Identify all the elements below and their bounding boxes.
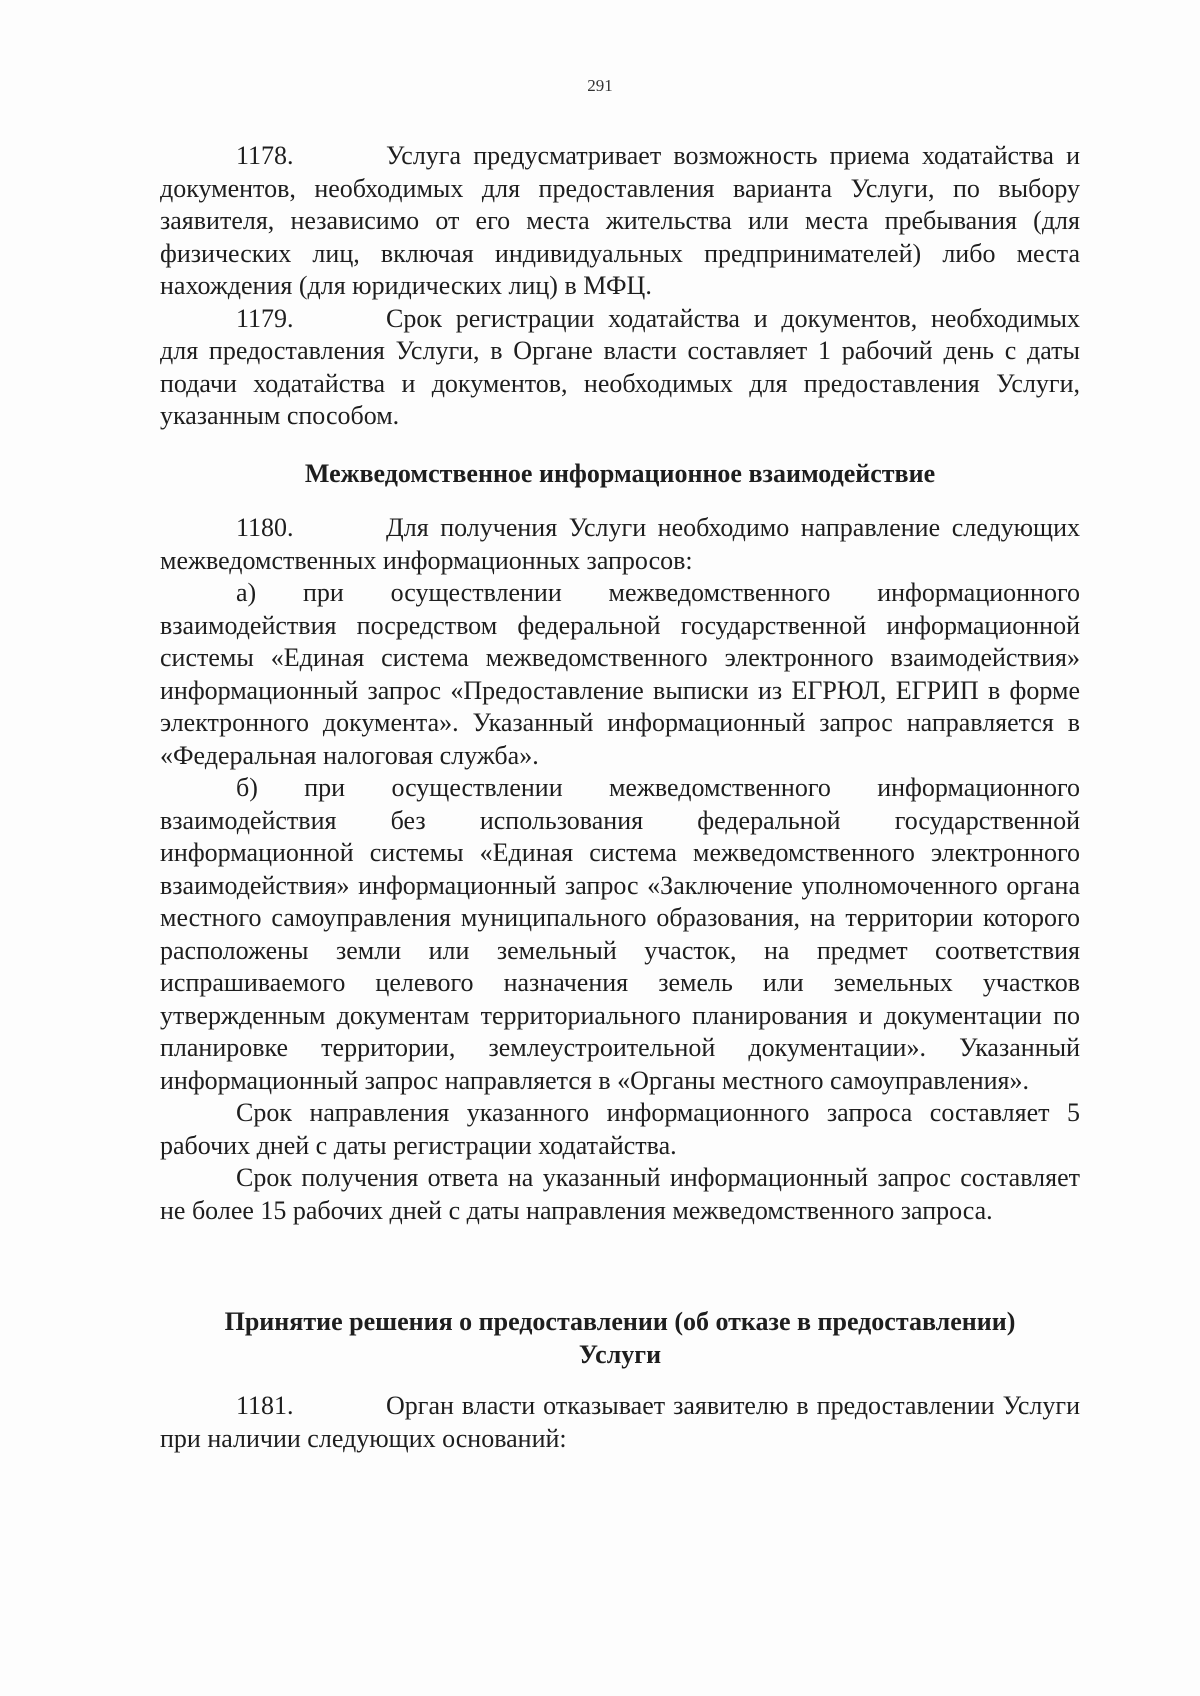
section-1180	[160, 512, 1080, 1227]
paragraph-text: Для получения Услуги необходимо направление следующих межведомственных информационных запросов:	[160, 513, 1080, 575]
paragraph-text: Срок регистрации ходатайства и документов, необходимых для предоставления Услуги, в Органе власти составляет 1 рабочий день с даты подачи ходатайства и документов, необходимых для предоставления Услуги, указанным способом.	[160, 303, 1080, 430]
paragraph-number: 1181.	[236, 1391, 294, 1420]
paragraph-term-receive: Срок получения ответа на указанный информационный запрос составляет не более 15 рабочих дней с даты направления межведомственного запроса.	[160, 1163, 1080, 1225]
paragraph-number: 1180.	[236, 513, 294, 542]
list-item-a: а) при осуществлении межведомственного информационного взаимодействия посредством федеральной государственной информационной системы «Единая система межведомственного электронного взаимодействия» информационный запрос «Предоставление выписки из ЕГРЮЛ, ЕГРИП в форме электронного документа». Указанный информационный запрос направляется в «Федеральная налоговая служба».	[160, 578, 1080, 770]
section-heading-line-1: Принятие решения о предоставлении (об отказе в предоставлении)	[224, 1307, 1016, 1336]
page-number: 291	[587, 76, 613, 95]
section-heading: Межведомственное информационное взаимодействие	[304, 459, 936, 488]
list-item-b: б) при осуществлении межведомственного информационного взаимодействия без использования федеральной государственной информационной системы «Единая система межведомственного электронного взаимодействия» информационный запрос «Заключение уполномоченного органа местного самоуправления муниципального образования, на территории которого расположены земли или земельный участок, на предмет соответствия испрашиваемого целевого назначения земель или земельных участков утвержденным документам территориального планирования и документации по планировке территории, землеустроительной документации». Указанный информационный запрос направляется в «Органы местного самоуправления».	[160, 773, 1080, 1095]
section-1181	[160, 1390, 1080, 1455]
section-heading-line-2: Услуги	[578, 1339, 662, 1369]
paragraph-1178	[160, 140, 1080, 303]
paragraph-term-send: Срок направления указанного информационного запроса составляет 5 рабочих дней с даты регистрации ходатайства.	[160, 1098, 1080, 1160]
paragraph-text: Услуга предусматривает возможность приема ходатайства и документов, необходимых для предоставления варианта Услуги, по выбору заявителя, независимо от его места жительства или места пребывания (для физических лиц, включая индивидуальных предпринимателей) либо места нахождения (для юридических лиц) в МФЦ.	[160, 141, 1080, 300]
paragraph-number: 1179.	[236, 303, 294, 333]
paragraph-text: Орган власти отказывает заявителю в предоставлении Услуги при наличии следующих оснований:	[160, 1391, 1080, 1453]
section-heading-1	[160, 458, 1080, 491]
paragraph-1180	[160, 512, 1080, 577]
paragraph-number: 1178.	[236, 141, 294, 170]
paragraph-1181	[160, 1390, 1080, 1455]
section-1178-1179	[160, 140, 1080, 433]
paragraph-1179	[160, 303, 1080, 433]
section-heading-2	[160, 1306, 1080, 1371]
